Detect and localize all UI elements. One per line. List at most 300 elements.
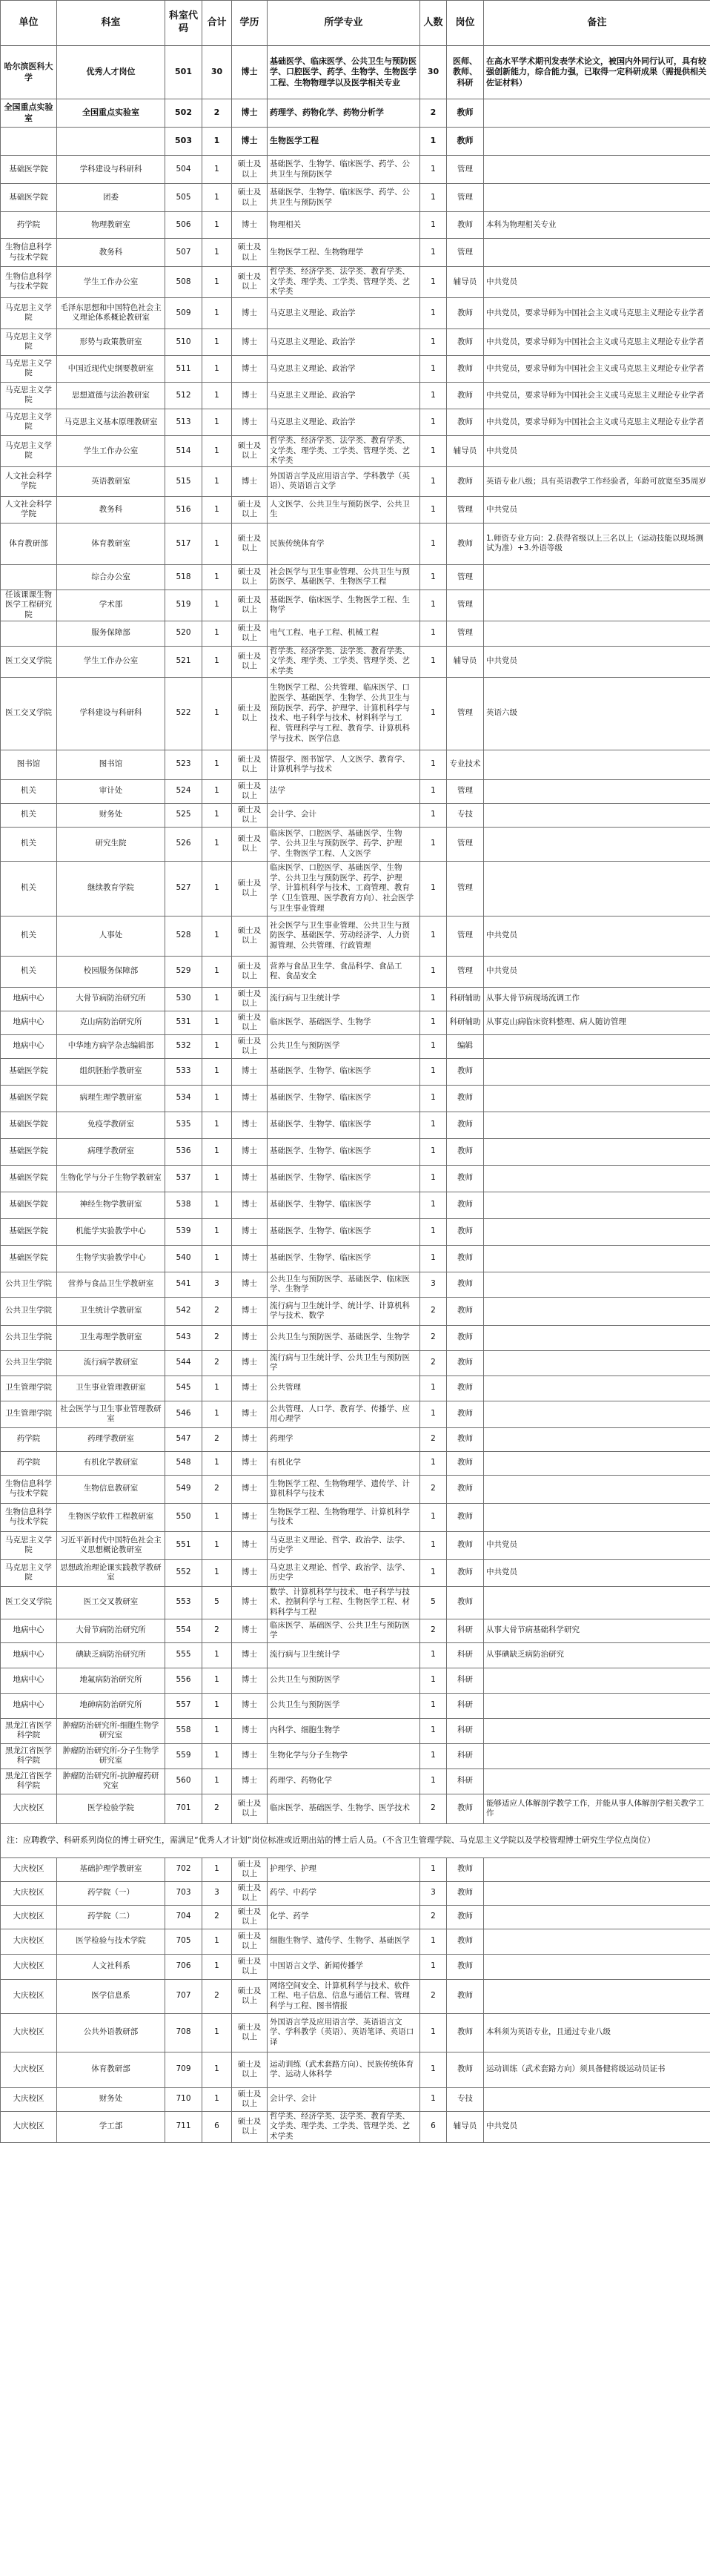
cell-remarks: 本科为物理相关专业 xyxy=(484,212,710,239)
cell-remarks: 中共党员，要求导师为中国社会主义或马克思主义理论专业学者 xyxy=(484,409,710,435)
cell-education: 博士 xyxy=(232,382,268,409)
cell-remarks xyxy=(484,1375,710,1401)
cell-total: 1 xyxy=(202,466,232,496)
cell-count: 1 xyxy=(420,1954,447,1979)
cell-department: 学科建设与科研科 xyxy=(57,156,165,184)
table-row xyxy=(1,1058,710,1085)
cell-department: 继续教育学院 xyxy=(57,861,165,916)
cell-code: 711 xyxy=(165,2111,202,2142)
cell-total: 3 xyxy=(202,1272,232,1297)
cell-total: 1 xyxy=(202,212,232,239)
cell-education: 博士 xyxy=(232,1693,268,1718)
cell-major: 哲学类、经济学类、法学类、教育学类、文学类、理学类、工学类、管理学类、艺术学类 xyxy=(268,435,420,466)
cell-department: 肿瘤防治研究所-抗肿瘤药研究室 xyxy=(57,1768,165,1794)
cell-unit: 生物信息科学与技术学院 xyxy=(1,239,57,267)
cell-unit: 机关 xyxy=(1,779,57,803)
cell-total: 5 xyxy=(202,1586,232,1619)
cell-major: 马克思主义理论、政治学 xyxy=(268,355,420,382)
cell-department: 人文社科系 xyxy=(57,1954,165,1979)
cell-code: 514 xyxy=(165,435,202,466)
cell-unit: 机关 xyxy=(1,827,57,861)
cell-department: 学科建设与科研科 xyxy=(57,677,165,750)
cell-unit: 地病中心 xyxy=(1,1668,57,1693)
cell-remarks: 中共党员，要求导师为中国社会主义或马克思主义理论专业学者 xyxy=(484,297,710,328)
cell-department: 大骨节病防治研究所 xyxy=(57,987,165,1011)
cell-education: 硕士及以上 xyxy=(232,435,268,466)
cell-count: 1 xyxy=(420,267,447,298)
cell-total: 1 xyxy=(202,355,232,382)
table-row xyxy=(1,1011,710,1034)
cell-total: 1 xyxy=(202,1058,232,1085)
cell-total: 1 xyxy=(202,1451,232,1475)
cell-remarks xyxy=(484,1743,710,1768)
cell-position: 教师 xyxy=(447,1085,484,1112)
cell-remarks xyxy=(484,1905,710,1929)
cell-position: 科研辅助 xyxy=(447,1011,484,1034)
cell-total: 1 xyxy=(202,827,232,861)
cell-position: 教师 xyxy=(447,1794,484,1823)
table-row xyxy=(1,750,710,779)
cell-position: 教师 xyxy=(447,1531,484,1559)
cell-education: 博士 xyxy=(232,1375,268,1401)
table-row xyxy=(1,1586,710,1619)
cell-count: 1 xyxy=(420,1743,447,1768)
cell-remarks: 中共党员 xyxy=(484,2111,710,2142)
cell-code: 530 xyxy=(165,987,202,1011)
cell-remarks xyxy=(484,1245,710,1272)
cell-position: 教师 xyxy=(447,128,484,156)
cell-total: 1 xyxy=(202,1559,232,1586)
cell-position: 辅导员 xyxy=(447,435,484,466)
cell-remarks: 中共党员 xyxy=(484,1559,710,1586)
cell-total: 1 xyxy=(202,779,232,803)
cell-department: 体育教研部 xyxy=(57,2052,165,2087)
table-row xyxy=(1,1954,710,1979)
cell-code: 509 xyxy=(165,297,202,328)
cell-position: 管理 xyxy=(447,184,484,212)
cell-remarks xyxy=(484,2087,710,2111)
col-header-position: 岗位 xyxy=(447,1,484,46)
cell-major: 流行病与卫生统计学 xyxy=(268,1642,420,1668)
table-row xyxy=(1,1718,710,1743)
cell-department: 卫生毒理学教研室 xyxy=(57,1325,165,1350)
table-row xyxy=(1,184,710,212)
cell-unit: 机关 xyxy=(1,803,57,827)
cell-total: 1 xyxy=(202,1929,232,1954)
cell-unit: 马克思主义学院 xyxy=(1,409,57,435)
cell-department: 肿瘤防治研究所-细胞生物学研究室 xyxy=(57,1718,165,1743)
cell-major: 生物医学工程 xyxy=(268,128,420,156)
cell-education: 博士 xyxy=(232,1325,268,1350)
cell-remarks xyxy=(484,827,710,861)
cell-position: 教师 xyxy=(447,1979,484,2013)
cell-unit: 马克思主义学院 xyxy=(1,435,57,466)
cell-unit: 马克思主义学院 xyxy=(1,1531,57,1559)
cell-unit: 公共卫生学院 xyxy=(1,1350,57,1375)
cell-education: 硕士及以上 xyxy=(232,987,268,1011)
cell-unit: 机关 xyxy=(1,956,57,987)
note-row xyxy=(1,1823,710,1857)
cell-code: 555 xyxy=(165,1642,202,1668)
cell-position: 科研 xyxy=(447,1768,484,1794)
cell-code: 545 xyxy=(165,1375,202,1401)
cell-position: 教师 xyxy=(447,355,484,382)
cell-education: 博士 xyxy=(232,1718,268,1743)
cell-education: 硕士及以上 xyxy=(232,1954,268,1979)
table-row xyxy=(1,1218,710,1245)
cell-code: 525 xyxy=(165,803,202,827)
table-row xyxy=(1,916,710,956)
cell-education: 硕士及以上 xyxy=(232,564,268,589)
cell-unit: 任该课课生物医学工程研究院 xyxy=(1,589,57,621)
cell-department: 神经生物学教研室 xyxy=(57,1192,165,1218)
cell-position: 教师 xyxy=(447,1245,484,1272)
cell-remarks xyxy=(484,1218,710,1245)
cell-count: 1 xyxy=(420,916,447,956)
cell-major: 哲学类、经济学类、法学类、教育学类、文学类、理学类、工学类、管理学类、艺术学类 xyxy=(268,267,420,298)
cell-department: 医学检验与技术学院 xyxy=(57,1929,165,1954)
cell-department: 毛泽东思想和中国特色社会主义理论体系概论教研室 xyxy=(57,297,165,328)
cell-position: 教师 xyxy=(447,1503,484,1531)
cell-remarks: 中共党员，要求导师为中国社会主义或马克思主义理论专业学者 xyxy=(484,355,710,382)
cell-position: 教师 xyxy=(447,1427,484,1451)
cell-code: 506 xyxy=(165,212,202,239)
cell-code: 556 xyxy=(165,1668,202,1693)
cell-education: 博士 xyxy=(232,1085,268,1112)
cell-total: 1 xyxy=(202,328,232,355)
table-row xyxy=(1,621,710,646)
cell-position: 教师 xyxy=(447,328,484,355)
cell-position: 教师 xyxy=(447,409,484,435)
table-row xyxy=(1,779,710,803)
cell-unit: 药学院 xyxy=(1,1427,57,1451)
cell-major: 临床医学、基础医学、生物学 xyxy=(268,1011,420,1034)
cell-code: 505 xyxy=(165,184,202,212)
cell-major: 社会医学与卫生事业管理、公共卫生与预防医学、基础医学、生物医学工程 xyxy=(268,564,420,589)
cell-major: 流行病与卫生统计学 xyxy=(268,987,420,1011)
cell-major: 有机化学 xyxy=(268,1451,420,1475)
cell-major: 人文医学、公共卫生与预防医学、公共卫生 xyxy=(268,496,420,523)
cell-position: 管理 xyxy=(447,916,484,956)
cell-department: 生物医学软件工程教研室 xyxy=(57,1503,165,1531)
cell-department: 综合办公室 xyxy=(57,564,165,589)
cell-unit: 大庆校区 xyxy=(1,1929,57,1954)
table-row xyxy=(1,1085,710,1112)
cell-position: 科研 xyxy=(447,1619,484,1642)
cell-unit: 机关 xyxy=(1,916,57,956)
cell-unit: 哈尔滨医科大学 xyxy=(1,46,57,99)
cell-total: 1 xyxy=(202,1768,232,1794)
cell-remarks xyxy=(484,1325,710,1350)
cell-code: 511 xyxy=(165,355,202,382)
cell-total: 1 xyxy=(202,1011,232,1034)
cell-department: 形势与政策教研室 xyxy=(57,328,165,355)
cell-education: 博士 xyxy=(232,1245,268,1272)
cell-code: 710 xyxy=(165,2087,202,2111)
cell-unit: 基础医学院 xyxy=(1,1058,57,1085)
cell-major: 中国语言文学、新闻传播学 xyxy=(268,1954,420,1979)
cell-remarks xyxy=(484,1954,710,1979)
cell-count: 1 xyxy=(420,1375,447,1401)
table-row xyxy=(1,466,710,496)
cell-count: 1 xyxy=(420,1011,447,1034)
cell-major: 基础医学、生物学、临床医学 xyxy=(268,1165,420,1192)
cell-major: 基础医学、生物学、临床医学 xyxy=(268,1245,420,1272)
cell-total: 1 xyxy=(202,2052,232,2087)
cell-unit: 黑龙江省医学科学院 xyxy=(1,1718,57,1743)
cell-education: 博士 xyxy=(232,1218,268,1245)
cell-education: 硕士及以上 xyxy=(232,779,268,803)
table-row xyxy=(1,355,710,382)
cell-department: 学术部 xyxy=(57,589,165,621)
cell-unit: 药学院 xyxy=(1,212,57,239)
cell-department: 医学信息系 xyxy=(57,1979,165,2013)
cell-remarks xyxy=(484,1165,710,1192)
cell-department: 校园服务保障部 xyxy=(57,956,165,987)
cell-count: 1 xyxy=(420,1245,447,1272)
cell-department: 中华地方病学杂志编辑部 xyxy=(57,1034,165,1058)
cell-position: 教师 xyxy=(447,1857,484,1881)
cell-unit xyxy=(1,564,57,589)
cell-unit: 基础医学院 xyxy=(1,1085,57,1112)
cell-code: 524 xyxy=(165,779,202,803)
cell-position: 教师 xyxy=(447,382,484,409)
cell-total: 3 xyxy=(202,1881,232,1905)
cell-remarks xyxy=(484,589,710,621)
cell-unit: 大庆校区 xyxy=(1,1857,57,1881)
cell-remarks xyxy=(484,1401,710,1427)
cell-code: 528 xyxy=(165,916,202,956)
cell-code: 709 xyxy=(165,2052,202,2087)
table-row xyxy=(1,1350,710,1375)
cell-position: 教师 xyxy=(447,297,484,328)
cell-education: 硕士及以上 xyxy=(232,1034,268,1058)
cell-total: 1 xyxy=(202,1165,232,1192)
header-row xyxy=(1,1,710,46)
cell-major: 公共管理、人口学、教育学、传播学、应用心理学 xyxy=(268,1401,420,1427)
cell-unit: 地病中心 xyxy=(1,1693,57,1718)
cell-unit: 医工交叉学院 xyxy=(1,1586,57,1619)
cell-code: 515 xyxy=(165,466,202,496)
table-row xyxy=(1,267,710,298)
table-row xyxy=(1,827,710,861)
cell-department: 服务保障部 xyxy=(57,621,165,646)
cell-department: 体育教研室 xyxy=(57,523,165,564)
cell-remarks: 中共党员，要求导师为中国社会主义或马克思主义理论专业学者 xyxy=(484,382,710,409)
cell-unit: 大庆校区 xyxy=(1,2111,57,2142)
cell-education: 硕士及以上 xyxy=(232,677,268,750)
cell-total: 1 xyxy=(202,1034,232,1058)
cell-education: 博士 xyxy=(232,328,268,355)
cell-total: 1 xyxy=(202,2087,232,2111)
cell-count: 1 xyxy=(420,1058,447,1085)
table-row xyxy=(1,1693,710,1718)
cell-unit: 马克思主义学院 xyxy=(1,382,57,409)
cell-department: 营养与食品卫生学教研室 xyxy=(57,1272,165,1297)
cell-code: 707 xyxy=(165,1979,202,2013)
cell-department xyxy=(57,128,165,156)
cell-position: 科研 xyxy=(447,1668,484,1693)
cell-code: 507 xyxy=(165,239,202,267)
table-row xyxy=(1,1451,710,1475)
cell-total: 1 xyxy=(202,523,232,564)
cell-count: 30 xyxy=(420,46,447,99)
cell-education: 硕士及以上 xyxy=(232,523,268,564)
cell-code: 532 xyxy=(165,1034,202,1058)
cell-position: 管理 xyxy=(447,827,484,861)
table-row xyxy=(1,1401,710,1427)
cell-department: 社会医学与卫生事业管理教研室 xyxy=(57,1401,165,1427)
cell-code: 517 xyxy=(165,523,202,564)
cell-code: 501 xyxy=(165,46,202,99)
cell-position: 教师 xyxy=(447,2013,484,2052)
cell-unit: 卫生管理学院 xyxy=(1,1401,57,1427)
cell-count: 1 xyxy=(420,2087,447,2111)
cell-major: 公共卫生与预防医学 xyxy=(268,1668,420,1693)
table-row xyxy=(1,589,710,621)
cell-code: 560 xyxy=(165,1768,202,1794)
cell-count: 1 xyxy=(420,1034,447,1058)
cell-unit: 生物信息科学与技术学院 xyxy=(1,1503,57,1531)
cell-remarks: 中共党员 xyxy=(484,646,710,677)
cell-department: 思想道德与法治教研室 xyxy=(57,382,165,409)
cell-total: 1 xyxy=(202,2013,232,2052)
cell-department: 卫生事业管理教研室 xyxy=(57,1375,165,1401)
table-row xyxy=(1,382,710,409)
cell-count: 1 xyxy=(420,861,447,916)
table-row xyxy=(1,328,710,355)
cell-code: 708 xyxy=(165,2013,202,2052)
cell-code: 534 xyxy=(165,1085,202,1112)
cell-count: 1 xyxy=(420,382,447,409)
table-row xyxy=(1,1857,710,1881)
cell-position: 科研 xyxy=(447,1642,484,1668)
cell-unit: 大庆校区 xyxy=(1,1979,57,2013)
cell-count: 2 xyxy=(420,1297,447,1325)
cell-department: 药学院（一） xyxy=(57,1881,165,1905)
cell-major: 马克思主义理论、政治学 xyxy=(268,328,420,355)
table-row xyxy=(1,496,710,523)
table-row xyxy=(1,1297,710,1325)
cell-department: 医工交叉教研室 xyxy=(57,1586,165,1619)
cell-total: 1 xyxy=(202,1743,232,1768)
cell-code: 548 xyxy=(165,1451,202,1475)
cell-position: 教师 xyxy=(447,1929,484,1954)
cell-department: 公共外语教研部 xyxy=(57,2013,165,2052)
cell-major: 临床医学、口腔医学、基础医学、生物学、公共卫生与预防医学、药学、护理学、计算机科学与技术、工商管理、教育学（卫生管理、医学教育方向）、社会医学与卫生事业管理 xyxy=(268,861,420,916)
cell-department: 全国重点实验室 xyxy=(57,99,165,128)
cell-position: 教师 xyxy=(447,466,484,496)
cell-total: 1 xyxy=(202,1668,232,1693)
cell-position: 管理 xyxy=(447,861,484,916)
cell-unit: 黑龙江省医学科学院 xyxy=(1,1743,57,1768)
cell-position: 辅导员 xyxy=(447,2111,484,2142)
cell-department: 病理学教研室 xyxy=(57,1138,165,1165)
col-header-remarks: 备注 xyxy=(484,1,710,46)
cell-code: 552 xyxy=(165,1559,202,1586)
cell-total: 1 xyxy=(202,956,232,987)
cell-unit: 基础医学院 xyxy=(1,1192,57,1218)
cell-code: 539 xyxy=(165,1218,202,1245)
cell-education: 博士 xyxy=(232,1272,268,1297)
cell-unit: 大庆校区 xyxy=(1,1905,57,1929)
cell-department: 财务处 xyxy=(57,803,165,827)
cell-education: 硕士及以上 xyxy=(232,2013,268,2052)
cell-total: 2 xyxy=(202,1979,232,2013)
cell-count: 1 xyxy=(420,1929,447,1954)
cell-code: 703 xyxy=(165,1881,202,1905)
cell-count: 1 xyxy=(420,987,447,1011)
cell-position: 教师 xyxy=(447,1112,484,1138)
cell-code: 504 xyxy=(165,156,202,184)
cell-education: 硕士及以上 xyxy=(232,1929,268,1954)
table-row xyxy=(1,1272,710,1297)
cell-major: 马克思主义理论、哲学、政治学、法学、历史学 xyxy=(268,1559,420,1586)
cell-major: 流行病与卫生统计学、公共卫生与预防医学 xyxy=(268,1350,420,1375)
cell-unit: 人文社会科学学院 xyxy=(1,496,57,523)
cell-total: 1 xyxy=(202,156,232,184)
cell-education: 硕士及以上 xyxy=(232,2111,268,2142)
cell-education: 硕士及以上 xyxy=(232,1979,268,2013)
cell-major: 基础医学、临床医学、生物医学工程、生物学 xyxy=(268,589,420,621)
cell-major: 基础医学、生物学、临床医学、药学、公共卫生与预防医学 xyxy=(268,184,420,212)
cell-position: 医师、教师、科研 xyxy=(447,46,484,99)
cell-remarks: 中共党员 xyxy=(484,956,710,987)
cell-unit: 大庆校区 xyxy=(1,1954,57,1979)
cell-code: 523 xyxy=(165,750,202,779)
cell-count: 2 xyxy=(420,1427,447,1451)
col-header-unit: 单位 xyxy=(1,1,57,46)
cell-total: 2 xyxy=(202,1905,232,1929)
table-row xyxy=(1,803,710,827)
cell-major: 生物医学工程、生物物理学 xyxy=(268,239,420,267)
cell-position: 辅导员 xyxy=(447,646,484,677)
cell-department: 免疫学教研室 xyxy=(57,1112,165,1138)
cell-department: 人事处 xyxy=(57,916,165,956)
cell-department: 基础护理学教研室 xyxy=(57,1857,165,1881)
cell-remarks xyxy=(484,1586,710,1619)
cell-count: 1 xyxy=(420,1451,447,1475)
cell-education: 博士 xyxy=(232,128,268,156)
cell-position: 专业技术 xyxy=(447,750,484,779)
cell-count: 1 xyxy=(420,621,447,646)
cell-education: 博士 xyxy=(232,1451,268,1475)
cell-count: 1 xyxy=(420,1857,447,1881)
cell-count: 2 xyxy=(420,99,447,128)
cell-remarks xyxy=(484,1857,710,1881)
cell-remarks: 中共党员 xyxy=(484,496,710,523)
cell-code: 543 xyxy=(165,1325,202,1350)
cell-count: 1 xyxy=(420,355,447,382)
cell-unit: 图书馆 xyxy=(1,750,57,779)
cell-department: 机能学实验教学中心 xyxy=(57,1218,165,1245)
cell-code: 503 xyxy=(165,128,202,156)
cell-code: 502 xyxy=(165,99,202,128)
cell-count: 1 xyxy=(420,589,447,621)
cell-remarks xyxy=(484,1693,710,1718)
cell-major: 马克思主义理论、政治学 xyxy=(268,297,420,328)
cell-count: 2 xyxy=(420,1350,447,1375)
cell-major: 药理学 xyxy=(268,1427,420,1451)
cell-education: 博士 xyxy=(232,1668,268,1693)
cell-education: 博士 xyxy=(232,1559,268,1586)
cell-remarks: 英语专业八级；具有英语教学工作经验者，年龄可放宽至35周岁 xyxy=(484,466,710,496)
cell-code: 533 xyxy=(165,1058,202,1085)
cell-major: 网络空间安全、计算机科学与技术、软件工程、电子信息、信息与通信工程、管理科学与工程、图书情报 xyxy=(268,1979,420,2013)
cell-position: 教师 xyxy=(447,212,484,239)
cell-department: 团委 xyxy=(57,184,165,212)
cell-remarks: 中共党员，要求导师为中国社会主义或马克思主义理论专业学者 xyxy=(484,328,710,355)
